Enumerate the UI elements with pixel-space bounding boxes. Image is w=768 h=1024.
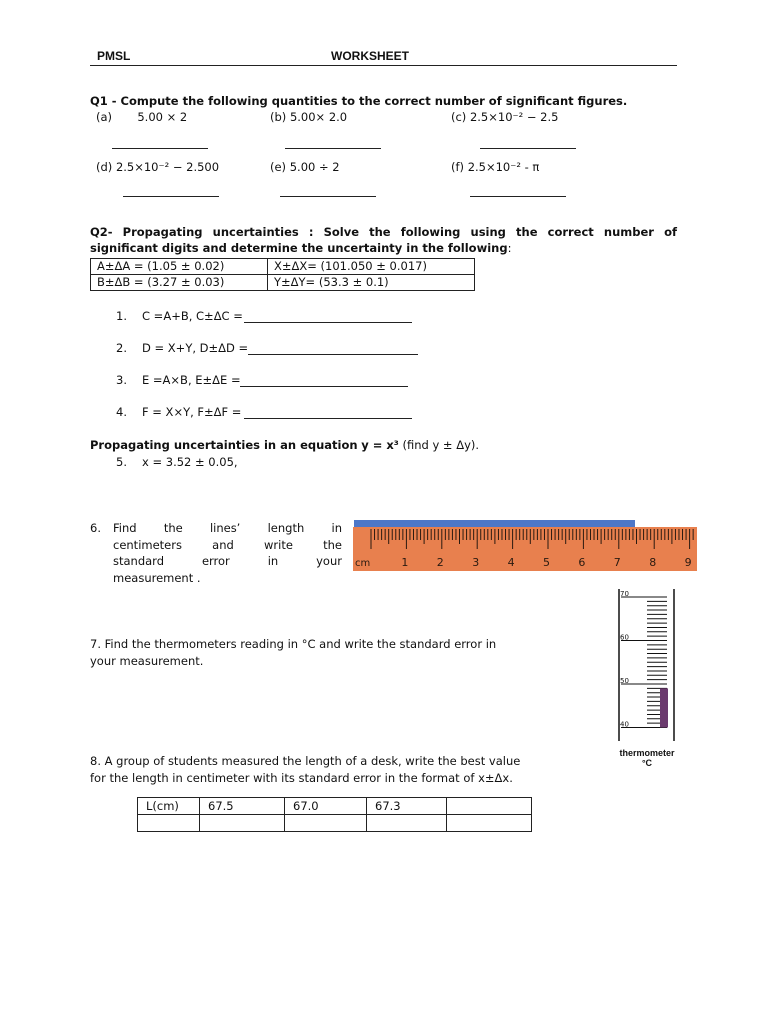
- q2-item-2: [116, 341, 248, 355]
- answer-blank-3[interactable]: [240, 386, 408, 387]
- q1-item-a-expr: 5.00 × 2: [137, 110, 188, 124]
- answer-blank-a[interactable]: [112, 148, 208, 149]
- q7-line1: 7. Find the thermometers reading in °C and write the standard error in: [90, 637, 497, 651]
- table-cell: 67.0: [285, 798, 367, 815]
- ruler-svg: [353, 527, 697, 571]
- q2-item-4-num: 4.: [116, 405, 127, 419]
- q6-word: in: [331, 521, 342, 535]
- eq-item-5-num: 5.: [116, 455, 127, 469]
- eq-item-5: [116, 455, 238, 469]
- q1-item-a: [96, 110, 187, 124]
- q1-item-f-expr: 2.5×10⁻² - π: [467, 160, 540, 174]
- header-left: PMSL: [97, 49, 131, 63]
- q1-item-a-label: (a): [96, 110, 113, 124]
- eq-item-5-text: x = 3.52 ± 0.05,: [142, 455, 238, 469]
- q6-word: in: [267, 554, 279, 568]
- thermometer-tick-label: 50: [620, 677, 629, 685]
- q6-line3: [113, 554, 342, 568]
- uncertainty-table: [90, 258, 475, 291]
- measured-line-bar: [354, 520, 635, 527]
- table-row: [138, 815, 532, 832]
- q2-item-3: [116, 373, 241, 387]
- q2-item-1: [116, 309, 243, 323]
- q8-line1: 8. A group of students measured the length of a desk, write the best value: [90, 754, 521, 768]
- q6-word: the: [323, 538, 342, 552]
- q1-item-f-label: (f): [451, 160, 465, 174]
- q6-word: write: [264, 538, 293, 552]
- q6-word: Find: [113, 521, 137, 535]
- ruler-tick-label: 1: [401, 556, 409, 569]
- desk-length-table: [137, 797, 532, 832]
- q2-item-2-text: D = X+Y, D±ΔD =: [142, 341, 249, 355]
- ruler-tick-label: 9: [684, 556, 692, 569]
- table-cell[interactable]: [138, 815, 200, 832]
- q7-line2: your measurement.: [90, 654, 204, 668]
- ruler-tick-label: 7: [613, 556, 621, 569]
- ruler-tick-label: 6: [578, 556, 586, 569]
- table-cell[interactable]: [447, 798, 532, 815]
- table-cell: 67.3: [367, 798, 447, 815]
- q1-item-d-label: (d): [96, 160, 113, 174]
- q2-item-1-num: 1.: [116, 309, 127, 323]
- table-row: [138, 798, 532, 815]
- q2-item-3-text: E =A×B, E±ΔE =: [142, 373, 241, 387]
- q1-item-f: [451, 160, 539, 174]
- q2-item-4-text: F = X×Y, F±ΔF =: [142, 405, 242, 419]
- eq-find: (find y ± Δy).: [402, 438, 480, 452]
- table-cell: B±ΔB = (3.27 ± 0.03): [91, 275, 268, 291]
- q1-item-d: [96, 160, 219, 174]
- thermometer-tick-label: 60: [620, 633, 629, 642]
- q2-title-line2: [90, 241, 511, 255]
- q6-word: the: [163, 521, 183, 535]
- q6-line4: measurement .: [113, 571, 201, 585]
- eq-equation: y = x³: [361, 438, 399, 452]
- q6-word: centimeters: [113, 538, 182, 552]
- q1-title: Q1 - Compute the following quantities to the correct number of significant figures.: [90, 94, 628, 108]
- q1-item-b-label: (b): [270, 110, 287, 124]
- q2-title-line2-text: significant digits and determine the uncertainty in the following: [90, 241, 508, 255]
- eq-title: [90, 438, 479, 452]
- q6-line2: [113, 538, 342, 552]
- q6-word: length: [267, 521, 305, 535]
- q8-line2: for the length in centimeter with its standard error in the format of x±Δx.: [90, 771, 513, 785]
- ruler-unit-label: cm: [355, 558, 371, 569]
- q6-word: error: [201, 554, 230, 568]
- q1-item-e-label: (e): [270, 160, 287, 174]
- q1-item-e-expr: 5.00 ÷ 2: [289, 160, 340, 174]
- q2-title-line1: Q2- Propagating uncertainties : Solve the following using the correct number of: [90, 225, 677, 239]
- answer-blank-2[interactable]: [248, 354, 418, 355]
- table-cell: A±ΔA = (1.05 ± 0.02): [91, 259, 268, 275]
- q1-item-c-label: (c): [451, 110, 467, 124]
- q6-line1: [113, 521, 342, 535]
- q2-item-4: [116, 405, 241, 419]
- q6-word: your: [316, 554, 342, 568]
- answer-blank-c[interactable]: [480, 148, 576, 149]
- ruler-tick-label: 4: [507, 556, 515, 569]
- eq-title-text: Propagating uncertainties in an equation: [90, 438, 358, 452]
- q2-item-3-num: 3.: [116, 373, 127, 387]
- table-cell[interactable]: [200, 815, 285, 832]
- thermometer-caption-line1: thermometer: [619, 748, 675, 758]
- ruler-image: [353, 527, 697, 571]
- answer-blank-4[interactable]: [244, 418, 412, 419]
- q6-word: lines’: [209, 521, 241, 535]
- header-rule: [90, 65, 677, 66]
- header-title: WORKSHEET: [331, 49, 409, 63]
- table-cell[interactable]: [367, 815, 447, 832]
- table-cell: Y±ΔY= (53.3 ± 0.1): [268, 275, 475, 291]
- table-cell: X±ΔX= (101.050 ± 0.017): [268, 259, 475, 275]
- table-cell[interactable]: [285, 815, 367, 832]
- ruler-tick-label: 8: [649, 556, 657, 569]
- table-row: [91, 259, 475, 275]
- table-row: [91, 275, 475, 291]
- ruler-tick-label: 2: [436, 556, 444, 569]
- thermometer-image: [617, 589, 677, 741]
- q1-item-d-expr: 2.5×10⁻² − 2.500: [115, 160, 220, 174]
- q1-item-b: [270, 110, 347, 124]
- q6-word: standard: [113, 554, 165, 568]
- thermometer-caption-unit: °C: [641, 758, 653, 768]
- q6-word: and: [212, 538, 234, 552]
- ruler-tick-label: 5: [543, 556, 550, 569]
- q1-item-b-expr: 5.00× 2.0: [289, 110, 348, 124]
- answer-blank-e[interactable]: [280, 196, 376, 197]
- answer-blank-d[interactable]: [123, 196, 219, 197]
- table-cell: 67.5: [200, 798, 285, 815]
- thermometer-svg: [617, 589, 677, 741]
- q1-item-c: [451, 110, 558, 124]
- answer-blank-b[interactable]: [285, 148, 381, 149]
- thermometer-tick-label: 40: [620, 720, 629, 729]
- q1-item-c-expr: 2.5×10⁻² − 2.5: [469, 110, 559, 124]
- q6-num: 6.: [90, 521, 101, 535]
- answer-blank-f[interactable]: [470, 196, 566, 197]
- ruler-tick-label: 3: [472, 556, 480, 569]
- answer-blank-1[interactable]: [244, 322, 412, 323]
- thermometer-tick-label: 70: [620, 590, 629, 598]
- thermometer-caption: [604, 748, 690, 768]
- q2-title-colon: :: [507, 241, 512, 255]
- thermometer-liquid-column: [660, 688, 668, 727]
- table-header-cell: L(cm): [138, 798, 200, 815]
- q2-item-2-num: 2.: [116, 341, 127, 355]
- q1-item-e: [270, 160, 340, 174]
- q2-item-1-text: C =A+B, C±ΔC =: [142, 309, 243, 323]
- table-cell[interactable]: [447, 815, 532, 832]
